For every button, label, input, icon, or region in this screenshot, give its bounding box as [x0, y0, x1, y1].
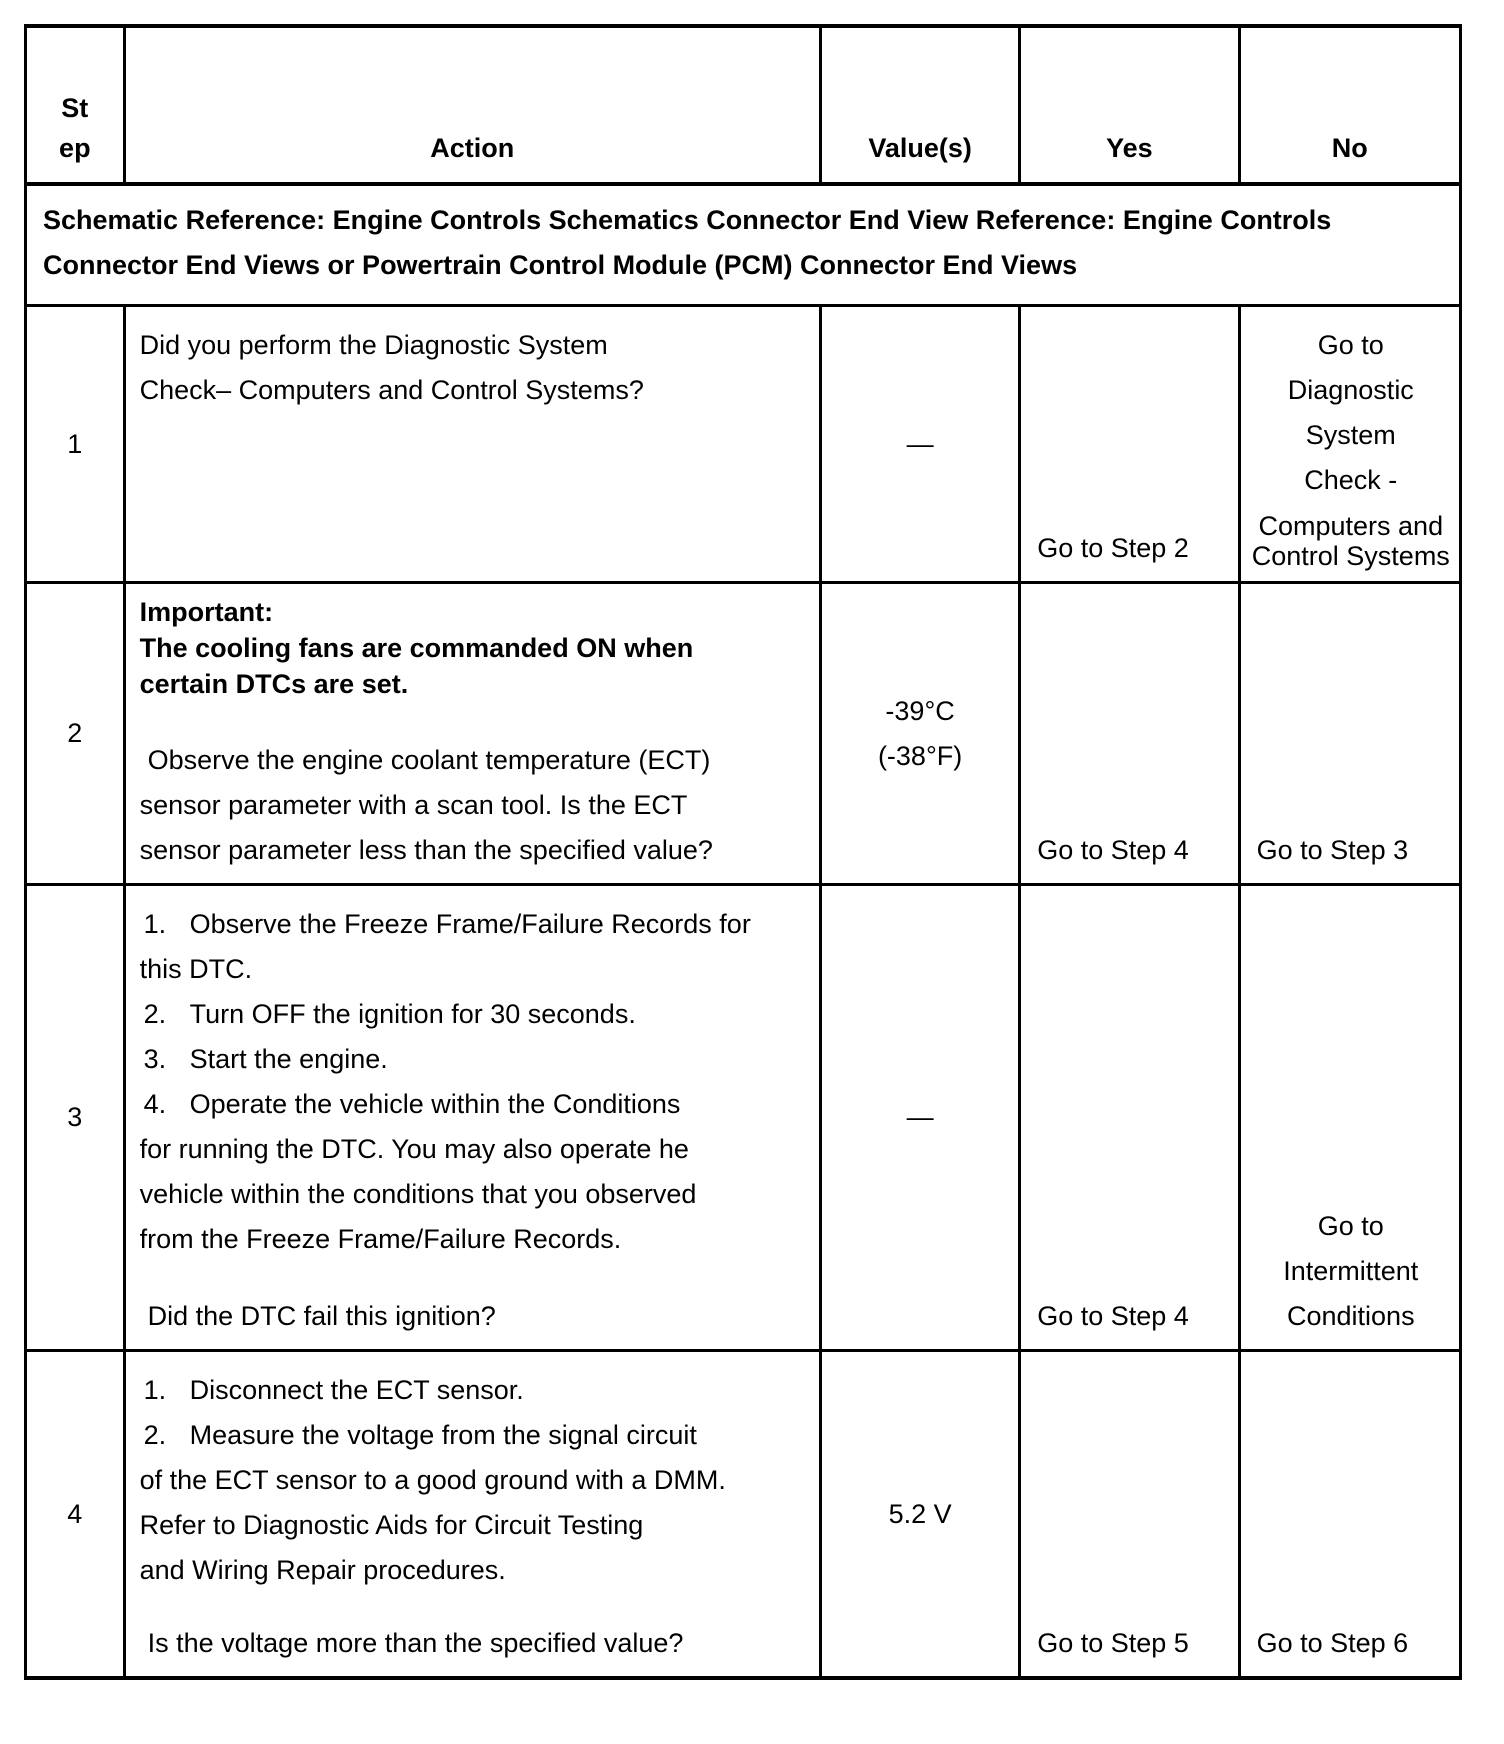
header-action: Action	[124, 26, 820, 184]
step-row-2	[26, 583, 1461, 885]
schematic-reference-row	[26, 184, 1461, 306]
step-row-4	[26, 1351, 1461, 1679]
action-text: Important: The cooling fans are commanded ON when certain DTCs are set. Observe the engine coolant temperature (ECT) sensor parameter with a scan tool. Is the ECT sensor parameter less than the specified value?	[124, 583, 820, 885]
important-label: Important:	[139, 597, 274, 627]
question-text: Did the DTC fail this ignition?	[147, 1301, 496, 1331]
value-cell: —	[820, 306, 1019, 583]
list-item: 2. Measure the voltage from the signal circuit	[143, 1420, 697, 1450]
header-step: St ep	[26, 26, 125, 184]
list-item: 4. Operate the vehicle within the Conditions	[143, 1089, 681, 1119]
question-text: Is the voltage more than the specified value?	[147, 1628, 684, 1658]
header-no: No	[1239, 26, 1460, 184]
action-line: Check– Computers and Control Systems?	[139, 375, 644, 405]
list-item: this DTC.	[139, 954, 253, 984]
action-line: Did you perform the Diagnostic System	[139, 330, 608, 360]
step-number: 1	[26, 306, 125, 583]
list-item: 1. Observe the Freeze Frame/Failure Records for	[143, 909, 751, 939]
no-cell: Go to Step 3	[1239, 583, 1460, 885]
schematic-reference: Schematic Reference: Engine Controls Schematics Connector End View Reference: Engine Controls Connector End Views or Powertrain Control Module (PCM) Connector End Views	[26, 184, 1461, 306]
header-row	[26, 26, 1461, 184]
list-item: 1. Disconnect the ECT sensor.	[143, 1375, 524, 1405]
list-item: 2. Turn OFF the ignition for 30 seconds.	[143, 999, 636, 1029]
value-cell: —	[820, 885, 1019, 1351]
no-cell: Go to Intermittent Conditions	[1239, 885, 1460, 1351]
value-cell: 5.2 V	[820, 1351, 1019, 1679]
diagnostic-table	[24, 24, 1462, 1680]
yes-cell: Go to Step 4	[1020, 583, 1239, 885]
action-text: 1. Disconnect the ECT sensor. 2. Measure the voltage from the signal circuit of the ECT sensor to a good ground with a DMM. Refer to Diagnostic Aids for Circuit Testing and Wiring Repair procedures. Is the voltage more than the specified value?	[124, 1351, 820, 1679]
step-number: 4	[26, 1351, 125, 1679]
action-text	[124, 306, 820, 583]
step-row-3	[26, 885, 1461, 1351]
step-number: 2	[26, 583, 125, 885]
yes-cell: Go to Step 5	[1020, 1351, 1239, 1679]
value-cell: -39°C (-38°F)	[820, 583, 1019, 885]
list-item: 3. Start the engine.	[143, 1044, 388, 1074]
header-yes: Yes	[1020, 26, 1239, 184]
step-number: 3	[26, 885, 125, 1351]
step-row-1	[26, 306, 1461, 583]
yes-cell: Go to Step 4	[1020, 885, 1239, 1351]
header-values: Value(s)	[820, 26, 1019, 184]
no-cell: Go to Step 6	[1239, 1351, 1460, 1679]
no-cell: Go to Diagnostic System Check - Computers and Control Systems	[1239, 306, 1460, 583]
action-text: 1. Observe the Freeze Frame/Failure Records for this DTC. 2. Turn OFF the ignition for 30 seconds. 3. Start the engine. 4. Operate the vehicle within the Conditions for running the DTC. You may also operate he vehicle within the conditions that you observed from the Freeze Frame/Failure Records. Did the DTC fail this ignition?	[124, 885, 820, 1351]
yes-cell: Go to Step 2	[1020, 306, 1239, 583]
